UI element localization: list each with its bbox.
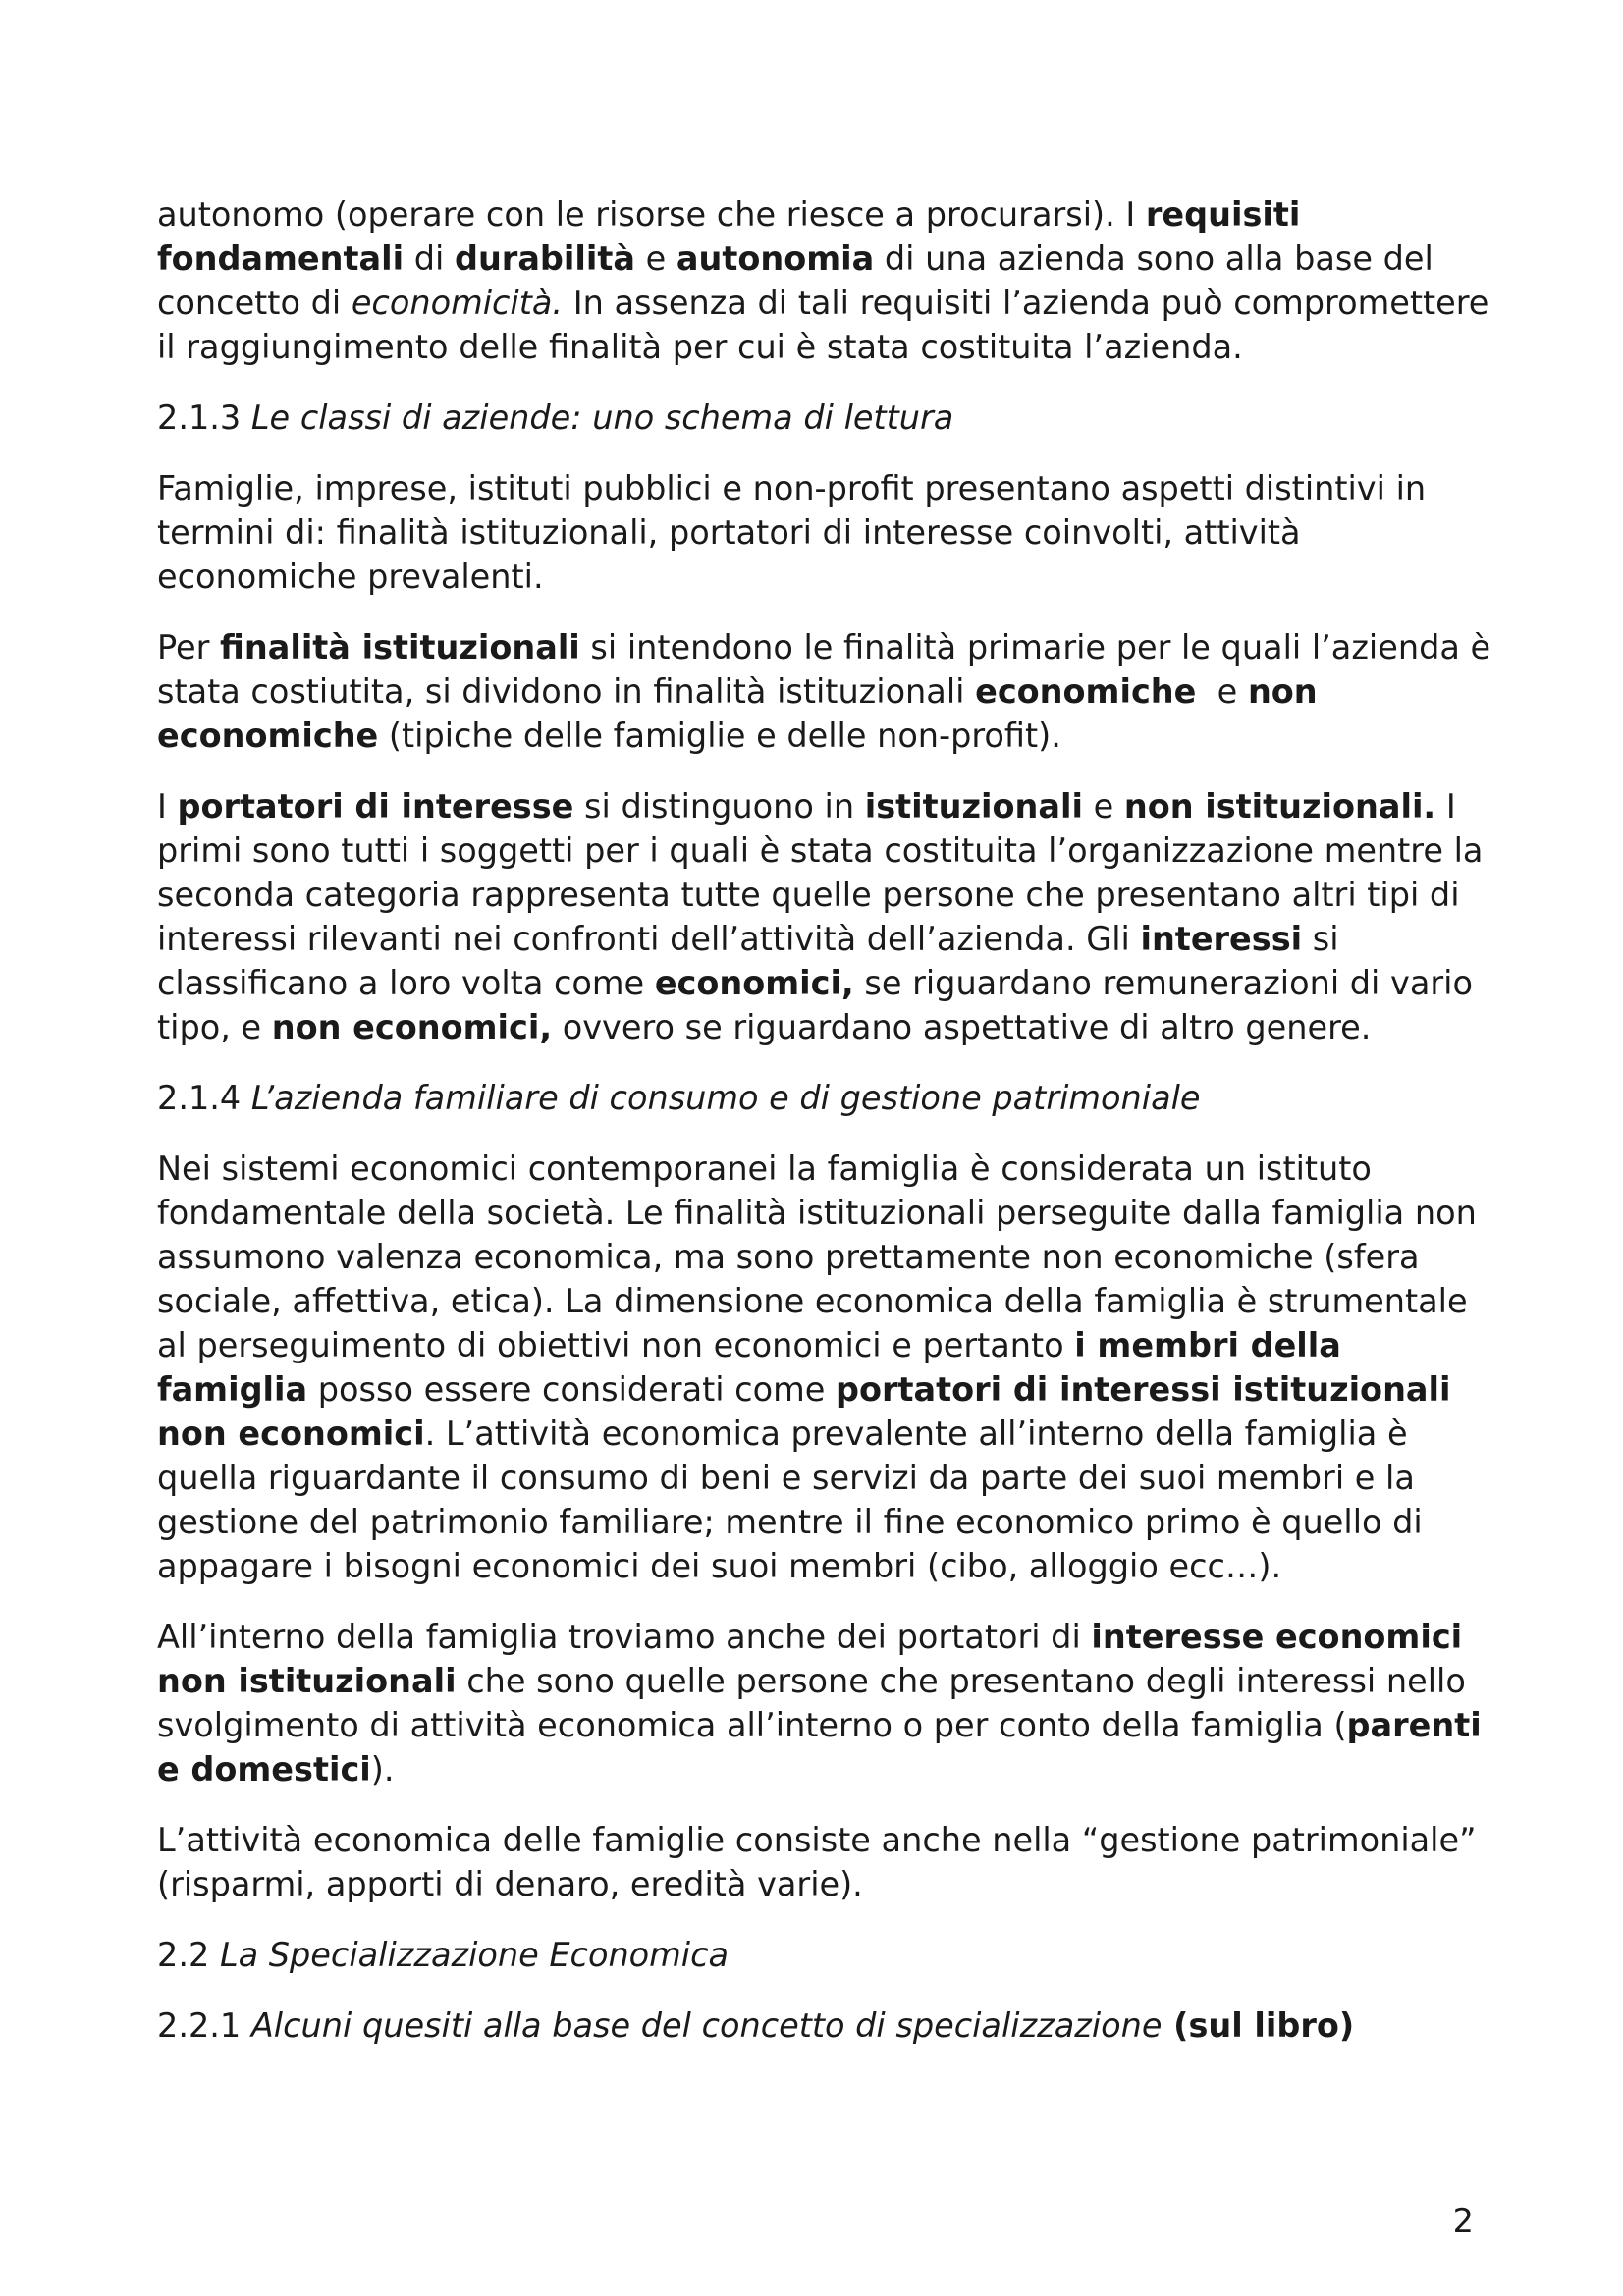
paragraph-interessi-non-istituzionali: All’interno della famiglia troviamo anche dei portatori di interesse economici non istituzionali che sono quelle persone che presentano degli interessi nello svolgimento di attività economica all’interno o per conto della famiglia (parenti e domestici). [157,1618,1482,1789]
paragraph-aspetti-distintivi: Famiglie, imprese, istituti pubblici e non-profit presentano aspetti distintivi in termini di: finalità istituzionali, portatori di interesse coinvolti, attività economiche prevalenti. [157,469,1427,596]
section-heading-2-2: 2.2 La Specializzazione Economica [157,1936,730,1974]
page-number: 2 [1452,2202,1474,2240]
section-heading-2-1-4: 2.1.4 L’azienda familiare di consumo e di gestione patrimoniale [157,1079,1201,1117]
section-heading-2-1-3: 2.1.3 Le classi di aziende: uno schema di lettura [157,399,954,437]
document-page [157,192,1494,2074]
paragraph-famiglia-istituto: Nei sistemi economici contemporanei la famiglia è considerata un istituto fondamentale della società. Le finalità istituzionali perseguite dalla famiglia non assumono valenza economica, ma sono prettamente non economiche (sfera sociale, affettiva, etica). La dimensione economica della famiglia è strumentale al perseguimento di obiettivi non economici e pertanto i membri della famiglia posso essere considerati come portatori di interessi istituzionali non economici. L’attività economica prevalente all’interno della famiglia è quella riguardante il consumo di beni e servizi da parte dei suoi membri e la gestione del patrimonio familiare; mentre il fine economico primo è quello di appagare i bisogni economici dei suoi membri (cibo, alloggio ecc…). [157,1149,1477,1585]
paragraph-gestione-patrimoniale: L’attività economica delle famiglie consiste anche nella “gestione patrimoniale” (risparmi, apporti di denaro, eredità varie). [157,1821,1477,1903]
paragraph-finalita-istituzionali: Per finalità istituzionali si intendono le finalità primarie per le quali l’azienda è stata costiutita, si dividono in finalità istituzionali economiche e non economiche (tipiche delle famiglie e delle non-profit). [157,628,1491,755]
paragraph-portatori-di-interesse: I portatori di interesse si distinguono in istituzionali e non istituzionali. I primi sono tutti i soggetti per i quali è stata costituita l’organizzazione mentre la seconda categoria rappresenta tutte quelle persone che presentano altri tipi di interessi rilevanti nei confronti dell’attività dell’azienda. Gli interessi si classificano a loro volta come economici, se riguardano remunerazioni di vario tipo, e non economici, ovvero se riguardano aspettative di altro genere. [157,787,1484,1046]
section-heading-2-2-1: 2.2.1 Alcuni quesiti alla base del concetto di specializzazione (sul libro) [157,2006,1355,2045]
paragraph-economicita: autonomo (operare con le risorse che riesce a procurarsi). I requisiti fondamentali di durabilità e autonomia di una azienda sono alla base del concetto di economicità. In assenza di tali requisiti l’azienda può compromettere il raggiungimento delle finalità per cui è stata costituita l’azienda. [157,195,1489,366]
